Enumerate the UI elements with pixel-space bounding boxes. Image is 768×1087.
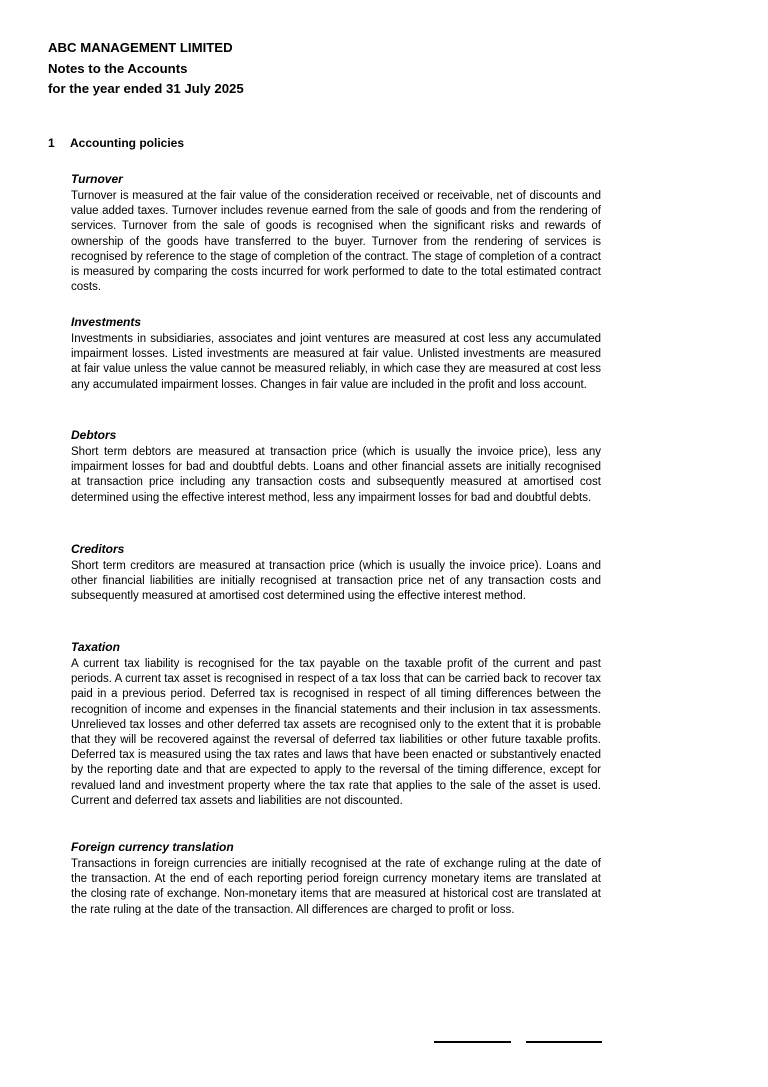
- document-header: [48, 38, 244, 100]
- company-name: ABC MANAGEMENT LIMITED: [48, 40, 233, 55]
- section-debtors: [71, 428, 601, 506]
- section-body: Investments in subsidiaries, associates and joint ventures are measured at cost less any accumulated impairment losses. Listed investments are measured at fair value. Unlisted investments are measured at fair value unless the value cannot be measured reliably, in which case they are measured at cost less any accumulated impairment losses. Changes in fair value are included in the profit and loss account.: [71, 333, 601, 391]
- note-heading: [48, 136, 184, 151]
- section-investments: [71, 315, 601, 393]
- section-title: Debtors: [71, 428, 117, 442]
- section-body: A current tax liability is recognised for the tax payable on the taxable profit of the current and past periods. A current tax asset is recognised in respect of a tax loss that can be carried back to recover tax paid in a previous period. Deferred tax is recognised in respect of all timing differences between the recognition of income and expenses in the financial statements and their inclusion in tax assessments. Unrelieved tax losses and other deferred tax assets are recognised only to the extent that it is probable that they will be recovered against the reversal of deferred tax liabilities or other future taxable profits. Deferred tax is measured using the tax rates and laws that have been enacted or substantively enacted by the reporting date and that are expected to apply to the reversal of the timing difference, except for revalued land and investment property where the tax rate that applies to the sale of the asset is used. Current and deferred tax assets and liabilities are not discounted.: [71, 658, 601, 807]
- section-turnover: [71, 172, 601, 295]
- section-foreign-currency-translation: [71, 840, 601, 918]
- section-title: Investments: [71, 315, 142, 329]
- section-taxation: [71, 640, 601, 809]
- section-creditors: [71, 542, 601, 605]
- reporting-period: for the year ended 31 July 2025: [48, 81, 244, 96]
- section-title: Foreign currency translation: [71, 840, 234, 854]
- section-title: Creditors: [71, 542, 125, 556]
- section-title: Turnover: [71, 172, 123, 186]
- note-number: 1: [48, 136, 55, 150]
- section-body: Transactions in foreign currencies are initially recognised at the rate of exchange ruling at the date of the transaction. At the end of each reporting period foreign currency monetary items are translated at the closing rate of exchange. Non-monetary items that are measured at historical cost are translated at the rate ruling at the date of the transaction. All differences are charged to profit or loss.: [71, 858, 601, 916]
- signature-line-left: [434, 1041, 511, 1043]
- signature-line-right: [526, 1041, 602, 1043]
- section-body: Short term creditors are measured at transaction price (which is usually the invoice price). Loans and other financial liabilities are initially recognised at transaction price net of any transaction costs and subsequently measured at amortised cost determined using the effective interest method.: [71, 560, 601, 603]
- document-title: Notes to the Accounts: [48, 60, 188, 76]
- note-title: Accounting policies: [70, 136, 185, 150]
- section-title: Taxation: [71, 640, 120, 654]
- section-body: Short term debtors are measured at transaction price (which is usually the invoice price), less any impairment losses for bad and doubtful debts. Loans and other financial assets are initially recognised at transaction price including any transaction costs and subsequently measured at amortised cost determined using the effective interest method, less any impairment losses for bad and doubtful debts.: [71, 446, 601, 504]
- section-body: Turnover is measured at the fair value of the consideration received or receivable, net of discounts and value added taxes. Turnover includes revenue earned from the sale of goods and from the rendering of services. Turnover from the sale of goods is recognised when the significant risks and rewards of ownership of the goods have transferred to the buyer. Turnover from the rendering of services is recognised by reference to the stage of completion of the contract. The stage of completion of a contract is measured by comparing the costs incurred for work performed to date to the total estimated contract costs.: [71, 190, 601, 294]
